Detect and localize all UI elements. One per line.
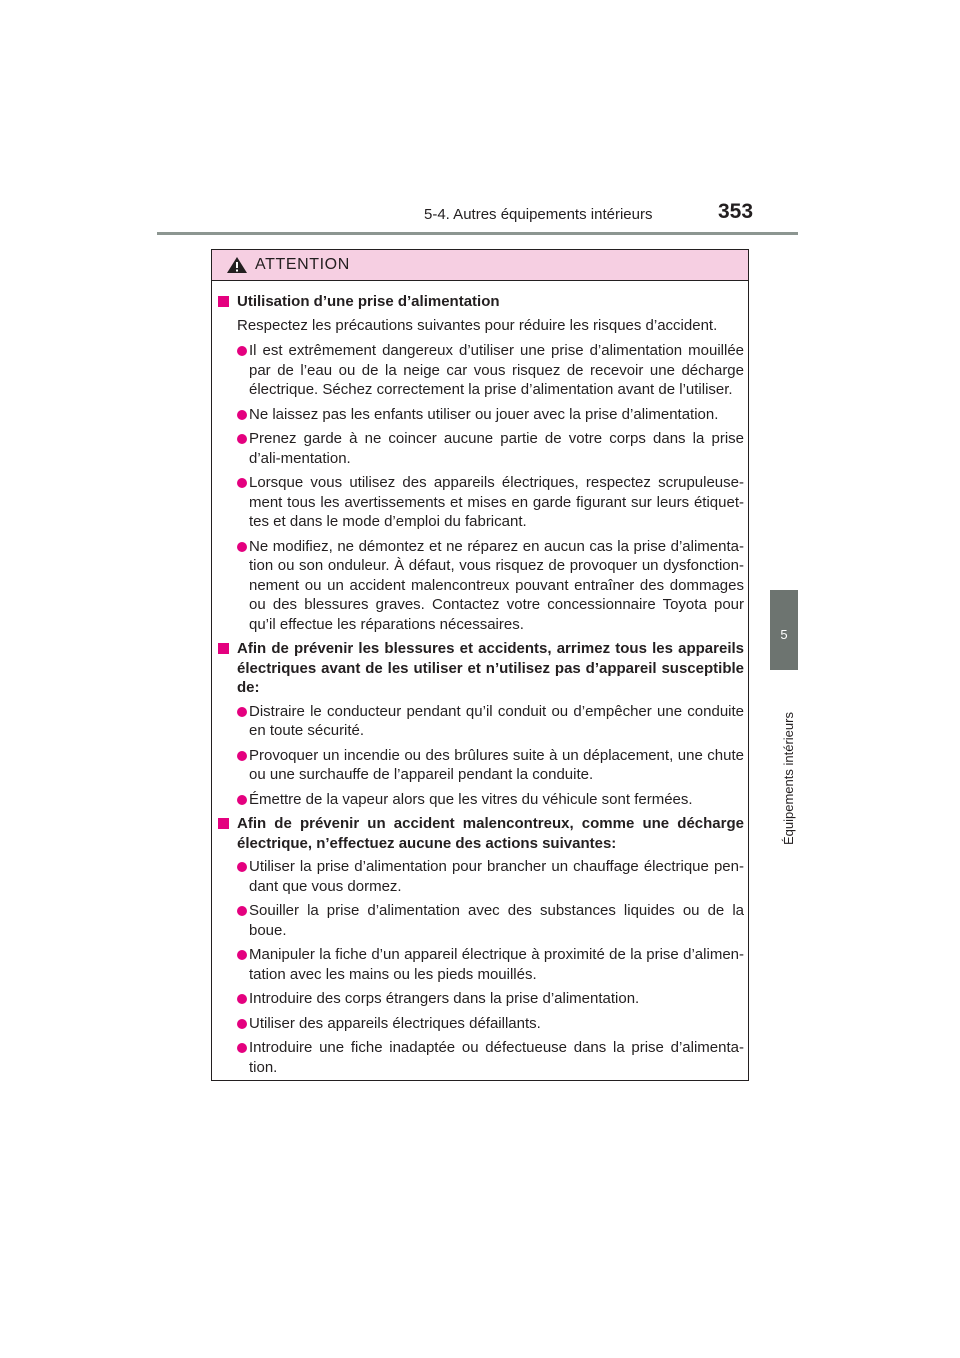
round-bullet-icon: [237, 707, 247, 717]
section-heading: Afin de prévenir un accident malencontreux, comme une décharge électrique, n’effectuez aucune des actions suivantes:: [218, 814, 744, 853]
section-title: 5-4. Autres équipements intérieurs: [424, 206, 653, 223]
list-item: Ne modifiez, ne démontez et ne réparez en aucun cas la prise d’alimenta-tion ou son onduleur. À défaut, vous risquez de provoquer un dysfonction-nement ou un accident malencontreux pouvant entraîner des dommages ou des blessures graves. Contactez votre concessionnaire Toyota pour qu’il effectue les réparations nécessaires.: [218, 537, 744, 635]
round-bullet-icon: [237, 751, 247, 761]
list-item: Provoquer un incendie ou des brûlures suite à un déplacement, une chute ou une surchauffe de l’appareil pendant la conduite.: [218, 746, 744, 785]
round-bullet-icon: [237, 434, 247, 444]
warning-header: [212, 250, 748, 281]
section-heading: Utilisation d’une prise d’alimentation: [218, 292, 744, 312]
square-bullet-icon: [218, 296, 229, 307]
list-item: Il est extrêmement dangereux d’utiliser une prise d’alimentation mouillée par de l’eau ou de la neige car vous risquez de recevoir une décharge électrique. Séchez correctement la prise d’alimentation avant de l’utiliser.: [218, 341, 744, 400]
round-bullet-icon: [237, 346, 247, 356]
list-item: Lorsque vous utilisez des appareils électriques, respectez scrupuleuse-ment tous les avertissements et mises en garde figurant sur leurs étiquet-tes et dans le mode d’emploi du fabricant.: [218, 473, 744, 532]
round-bullet-icon: [237, 1043, 247, 1053]
round-bullet-icon: [237, 542, 247, 552]
list-item: Introduire une fiche inadaptée ou défectueuse dans la prise d’alimenta-tion.: [218, 1038, 744, 1077]
list-item: Souiller la prise d’alimentation avec des substances liquides ou de la boue.: [218, 901, 744, 940]
list-item: Utiliser des appareils électriques défaillants.: [218, 1014, 744, 1034]
list-item: Prenez garde à ne coincer aucune partie de votre corps dans la prise d’ali-mentation.: [218, 429, 744, 468]
list-item: Introduire des corps étrangers dans la prise d’alimentation.: [218, 989, 744, 1009]
chapter-tab-number: 5: [780, 627, 788, 642]
section-intro: Respectez les précautions suivantes pour réduire les risques d’accident.: [237, 316, 718, 334]
square-bullet-icon: [218, 643, 229, 654]
warning-body: [218, 292, 744, 1082]
round-bullet-icon: [237, 795, 247, 805]
round-bullet-icon: [237, 994, 247, 1004]
round-bullet-icon: [237, 906, 247, 916]
header-divider: [157, 232, 798, 235]
list-item: Utiliser la prise d’alimentation pour brancher un chauffage électrique pen-dant que vous dormez.: [218, 857, 744, 896]
square-bullet-icon: [218, 818, 229, 829]
round-bullet-icon: [237, 1019, 247, 1029]
list-item: Émettre de la vapeur alors que les vitres du véhicule sont fermées.: [218, 790, 744, 810]
round-bullet-icon: [237, 862, 247, 872]
list-item: Manipuler la fiche d’un appareil électrique à proximité de la prise d’alimen-tation avec les mains ou les pieds mouillés.: [218, 945, 744, 984]
round-bullet-icon: [237, 950, 247, 960]
page-number: 353: [718, 200, 754, 223]
list-item: Ne laissez pas les enfants utiliser ou jouer avec la prise d’alimentation.: [218, 405, 744, 425]
warning-box: [211, 249, 749, 1081]
list-item: Distraire le conducteur pendant qu’il conduit ou d’empêcher une conduite en toute sécurité.: [218, 702, 744, 741]
warning-title: ATTENTION: [255, 256, 350, 273]
round-bullet-icon: [237, 410, 247, 420]
warning-triangle-icon: [226, 256, 248, 274]
chapter-tab-label: Équipements intérieurs: [781, 712, 796, 845]
section-heading: Afin de prévenir les blessures et accidents, arrimez tous les appareils électriques avant de les utiliser et n’utilisez pas d’appareil susceptible de:: [218, 639, 744, 698]
round-bullet-icon: [237, 478, 247, 488]
